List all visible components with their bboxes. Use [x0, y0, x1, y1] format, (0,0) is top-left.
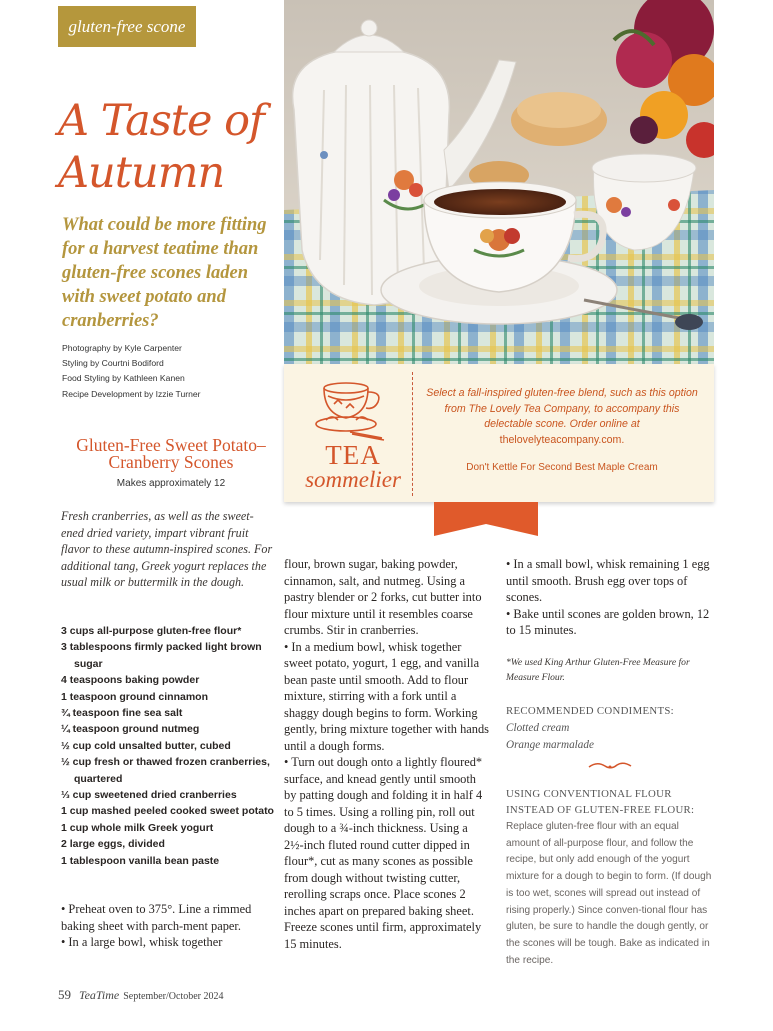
teacup-photo [284, 0, 714, 364]
teacup-icon [312, 372, 394, 442]
method-step: • In a medium bowl, whisk together sweet potato, yogurt, 1 egg, and vanilla bean paste until smooth. Add to flour mixture, stirring with a fork until a shaggy dough begins to form. Working gently, bring mixture together with hands until a dough forms. [284, 639, 489, 753]
method-column-1 [61, 901, 276, 951]
method-column-2 [284, 556, 490, 952]
magazine-name: TeaTime [79, 988, 120, 1002]
sommelier-divider [412, 372, 413, 496]
recipe-title: Gluten-Free Sweet Potato–Cranberry Scones [76, 435, 266, 472]
condiment-item: Orange marmalade [506, 739, 594, 751]
lede: What could be more fitting for a harvest teatime than gluten-free scones laden with sweet potato and cranberries? [62, 215, 267, 331]
page-folio [58, 987, 224, 1003]
photo-illustration [284, 0, 714, 364]
sommelier-description: Select a fall-inspired gluten-free blend, such as this option from The Lovely Tea Company, to accompany this delectable scone. Order online at [426, 387, 698, 431]
recipe-yield: Makes approximately 12 [116, 478, 226, 489]
method-step: flour, brown sugar, baking powder, cinnamon, salt, and nutmeg. Using a pastry blender or 2 forks, cut butter into flour mixture until it resembles coarse crumbs. Stir in cranberries. [284, 557, 482, 637]
credits [62, 341, 282, 402]
credit-line: Recipe Development by Izzie Turner [62, 388, 201, 399]
recipe-intro: Fresh cranberries, as well as the sweet-ened dried variety, impart vibrant fruit flavor to these autumn-inspired scones. For additional tang, Greek yogurt replaces the usual milk or buttermilk in the dough. [61, 509, 273, 590]
ingredient: 2 large eggs, divided [61, 838, 165, 851]
ingredient: ¼ teaspoon ground nutmeg [61, 723, 200, 736]
page-number: 59 [58, 987, 71, 1002]
condiment-item: Clotted cream [506, 722, 570, 734]
ingredient: 4 teaspoons baking powder [61, 674, 200, 687]
ingredient: ½ cup cold unsalted butter, cubed [61, 739, 231, 752]
ingredient: ¾ teaspoon fine sea salt [61, 707, 183, 720]
method-step: • In a small bowl, whisk remaining 1 egg until smooth. Brush egg over tops of scones. [506, 557, 710, 604]
credit-line: Food Styling by Kathleen Kanen [62, 373, 185, 384]
ingredient: 1 tablespoon vanilla bean paste [61, 854, 220, 867]
method-step: • Turn out dough onto a lightly floured* surface, and knead gently until smooth by patting dough and folding it in half 4 to 5 times. Using a rolling pin, roll out dough to a ¾-inch thickness. Using a 2½-inch fluted round cutter dipped in flour*, cut as many scones as possible from dough without twisting cutter, rerolling scraps once. Place scones 2 inches apart on prepared baking sheet. Freeze scones until firm, approximately 15 minutes. [284, 755, 483, 951]
ingredient: ⅓ cup sweetened dried cranberries [61, 789, 237, 802]
method-step: • Bake until scones are golden brown, 12 to 15 minutes. [506, 606, 710, 637]
method-step: • In a large bowl, whisk together [61, 935, 223, 949]
ingredient: 3 tablespoons firmly packed light brown sugar [61, 641, 262, 670]
ornament-swirl [587, 760, 633, 772]
ingredient: ½ cup fresh or thawed frozen cranberries, quartered [61, 756, 270, 785]
sommelier-tea-label: TEA [325, 440, 381, 470]
credit-line: Photography by Kyle Carpenter [62, 343, 182, 353]
conventional-flour-body: Replace gluten-free flour with an equal amount of all-purpose flour, and follow the recipe, but only add enough of the yogurt mixture for a dough to begin to form. (If dough is too wet, scones will spread out instead of rising properly.) Since conven-tional flour has gluten, be sure to handle the dough gently, or the scones will be tough. Bake as indicated in the recipe. [506, 821, 712, 966]
ingredient: 1 cup mashed peeled cooked sweet potato [61, 805, 274, 818]
condiments-heading: RECOMMENDED CONDIMENTS: [506, 705, 674, 717]
tea-sommelier-box [284, 364, 714, 502]
ribbon-tab [434, 502, 538, 536]
ingredient: 1 teaspoon ground cinnamon [61, 690, 209, 703]
sommelier-text [422, 386, 702, 449]
sommelier-url[interactable]: thelovelyteacompany.com. [499, 434, 625, 447]
credit-line: Styling by Courtni Bodiford [62, 358, 164, 369]
sommelier-product: Don't Kettle For Second Best Maple Cream [466, 462, 658, 473]
sommelier-label: sommelier [305, 467, 401, 492]
ingredient-list [61, 623, 276, 869]
ingredient: 1 cup whole milk Greek yogurt [61, 821, 214, 834]
method-column-3 [506, 556, 711, 639]
ingredient: 3 cups all-purpose gluten-free flour* [61, 625, 242, 637]
flour-footnote: *We used King Arthur Gluten-Free Measure for Measure Flour. [506, 657, 690, 683]
conventional-flour-heading: USING CONVENTIONAL FLOUR INSTEAD OF GLUTEN-FREE FLOUR: [506, 788, 695, 816]
method-step: • Preheat oven to 375°. Line a rimmed baking sheet with parch-ment paper. [61, 902, 252, 933]
section-tag: gluten-free scone [58, 6, 196, 47]
page-title: A Taste of Autumn [58, 96, 264, 198]
issue-date: September/October 2024 [123, 991, 224, 1002]
condiments-list [506, 720, 711, 754]
